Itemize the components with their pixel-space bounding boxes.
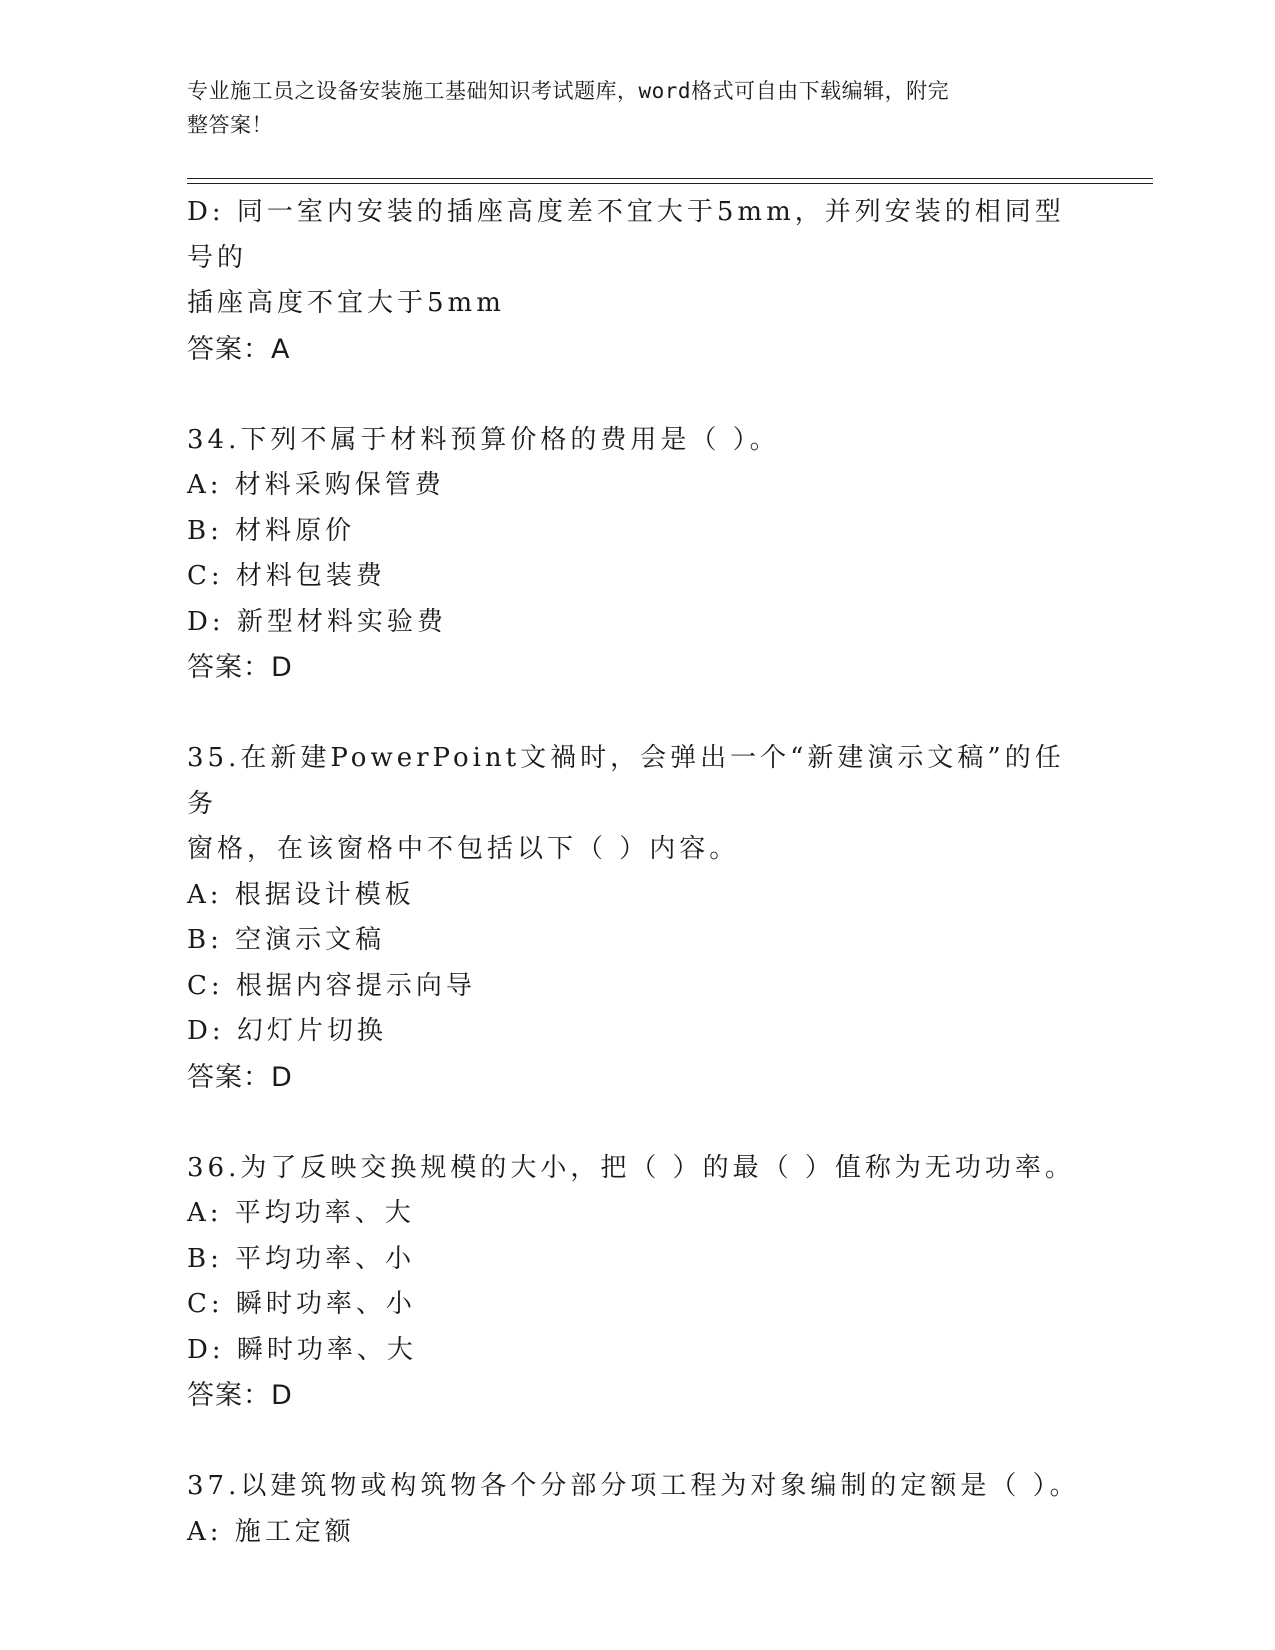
option-c: C: 材料包装费 [187, 561, 386, 591]
answer-text: 答案：D [187, 1380, 293, 1411]
option-a: A: 材料采购保管费 [187, 470, 445, 500]
option-b: B: 平均功率、小 [187, 1243, 416, 1274]
answer-text: 答案：D [187, 1061, 293, 1093]
spacer [187, 1419, 1087, 1465]
option-d-line-2: 插座高度不宜大于5mm [187, 288, 505, 318]
question-34 [187, 418, 1087, 691]
question-stem: 35.在新建PowerPoint文禍时，会弹出一个“新建演示文稿”的任务 [187, 743, 1065, 819]
spacer [187, 1100, 1087, 1146]
question-content [187, 190, 1087, 1555]
header-line-2: 整答案！ [187, 113, 273, 137]
question-stem: 37.以建筑物或构筑物各个分部分项工程为对象编制的定额是（ ）。 [187, 1471, 1080, 1501]
question-37 [187, 1464, 1087, 1555]
option-d: D: 幻灯片切换 [187, 1016, 387, 1046]
answer-text: 答案：D [187, 652, 293, 683]
option-b: B: 材料原价 [187, 515, 356, 546]
spacer [187, 372, 1087, 418]
header-divider-bottom [187, 183, 1153, 184]
answer-text: 答案：A [187, 333, 291, 365]
option-d: D: 瞬时功率、大 [187, 1334, 417, 1365]
question-stem: 36.为了反映交换规模的大小，把（ ）的最（ ）值称为无功功率。 [187, 1152, 1075, 1183]
option-c: C: 根据内容提示向导 [187, 970, 476, 1001]
option-a: A: 根据设计模板 [187, 879, 415, 910]
spacer [187, 691, 1087, 737]
intro-block [187, 190, 1087, 372]
option-c: C: 瞬时功率、小 [187, 1289, 416, 1319]
option-a: A: 平均功率、大 [187, 1198, 415, 1228]
option-d: D: 新型材料实验费 [187, 606, 447, 637]
question-stem: 34.下列不属于材料预算价格的费用是（ ）。 [187, 424, 780, 455]
question-35 [187, 736, 1087, 1100]
header-divider-top [187, 178, 1153, 179]
question-36 [187, 1146, 1087, 1419]
option-d-line-1: D: 同一室内安装的插座高度差不宜大于5mm，并列安装的相同型号的 [187, 197, 1065, 273]
option-a: A: 施工定额 [187, 1516, 355, 1547]
document-header [187, 74, 1067, 142]
question-stem-continued: 窗格，在该窗格中不包括以下（ ）内容。 [187, 834, 740, 864]
option-b: B: 空演示文稿 [187, 925, 386, 955]
header-line-1: 专业施工员之设备安装施工基础知识考试题库，word格式可自由下载编辑，附完 [187, 79, 950, 103]
